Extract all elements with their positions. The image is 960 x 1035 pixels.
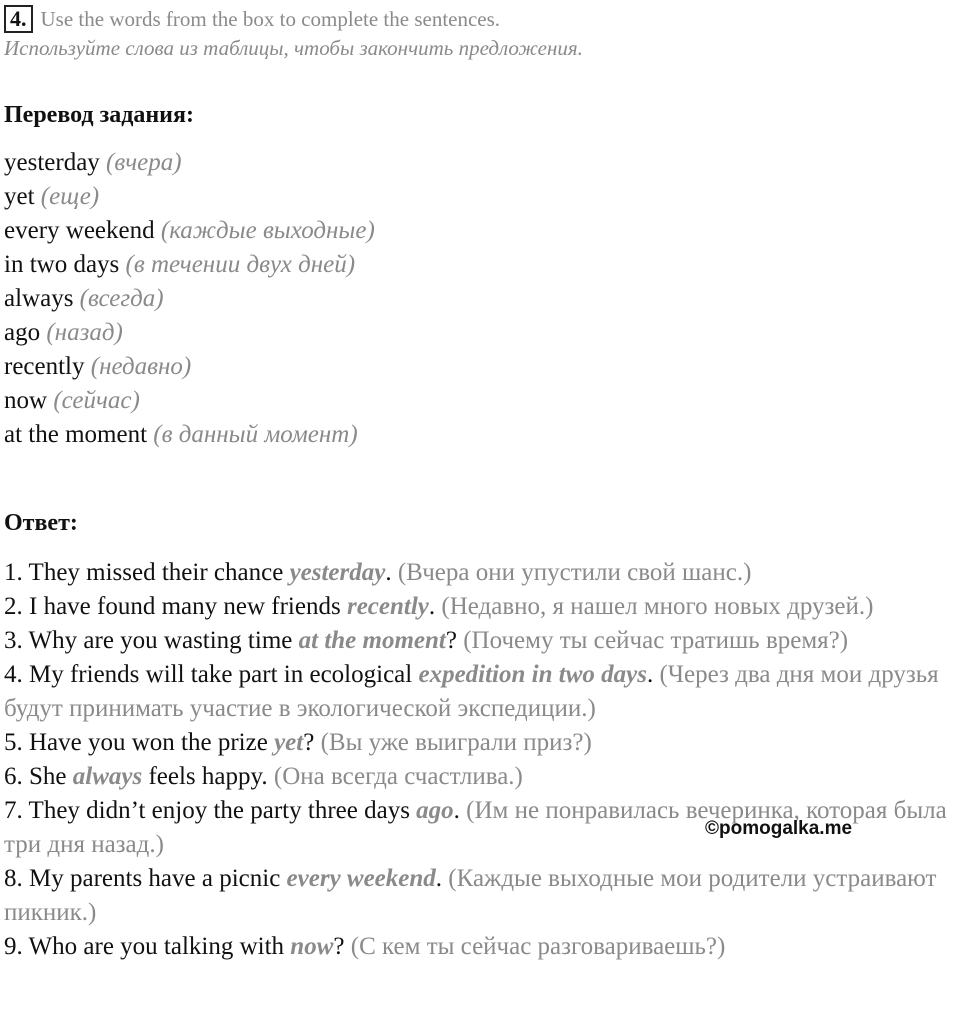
vocab-translation: (еще) — [40, 183, 100, 210]
watermark: ©pomogalka.me — [705, 818, 853, 839]
task-instruction: Use the words from the box to complete the sentences. — [40, 6, 501, 31]
answer-text-after: feels happy. — [142, 763, 268, 790]
vocab-word: every weekend — [4, 217, 155, 244]
vocab-translation: (назад) — [46, 319, 123, 346]
answer-keyword: now — [290, 933, 334, 960]
answer-text-after: . — [428, 593, 436, 620]
answer-translation: (Вчера они упустили свой шанс.) — [391, 559, 752, 586]
answer-item — [4, 590, 960, 624]
answer-keyword: ago — [416, 797, 454, 824]
answer-keyword: always — [72, 763, 143, 790]
vocab-translation: (сейчас) — [53, 387, 140, 414]
vocab-item — [4, 418, 375, 452]
answer-text-before: 9. Who are you talking with — [4, 933, 291, 960]
answer-translation: (Через два дня мои друзья будут принимать участие в экологической экспедиции.) — [4, 661, 939, 722]
answer-text-before: 1. They missed their chance — [4, 559, 290, 586]
answer-translation: (Она всегда счастлива.) — [267, 763, 523, 790]
answer-text-after: ? — [303, 729, 315, 756]
vocab-item — [4, 180, 375, 214]
answer-text-before: 2. I have found many new friends — [4, 593, 347, 620]
answer-text-before: 8. My parents have a picnic — [4, 865, 287, 892]
answer-keyword: yesterday — [289, 559, 386, 586]
answer-translation: (Недавно, я нашел много новых друзей.) — [435, 593, 874, 620]
answer-text-before: 4. My friends will take part in ecological — [4, 661, 419, 688]
task-header — [4, 4, 500, 34]
vocab-item — [4, 384, 375, 418]
answer-text-before: 7. They didn’t enjoy the party three days — [4, 797, 417, 824]
answer-keyword: at the moment — [298, 627, 446, 654]
answer-keyword: every weekend — [286, 865, 436, 892]
answer-keyword: yet — [274, 729, 304, 756]
vocab-translation: (вчера) — [106, 149, 182, 176]
vocab-word: recently — [4, 353, 85, 380]
answer-keyword: recently — [346, 593, 429, 620]
answer-translation: (Им не понравилась вечеринка, которая была три дня назад.) — [4, 797, 947, 858]
vocab-item — [4, 282, 375, 316]
answer-item — [4, 556, 960, 590]
answer-keyword: expedition in two days — [418, 661, 647, 688]
answer-item — [4, 760, 960, 794]
answer-heading: Ответ: — [4, 510, 78, 536]
answer-translation: (Каждые выходные мои родители устраивают пикник.) — [4, 865, 937, 926]
vocab-word: now — [4, 387, 48, 414]
answer-text-before: 3. Why are you wasting time — [4, 627, 299, 654]
answer-text-after: ? — [333, 933, 345, 960]
answer-text-after: ? — [445, 627, 457, 654]
vocab-word: yesterday — [4, 149, 100, 176]
vocab-word: in two days — [4, 251, 120, 278]
vocab-translation: (недавно) — [90, 353, 192, 380]
vocab-item — [4, 248, 375, 282]
answer-item — [4, 862, 960, 930]
vocab-word: yet — [4, 183, 35, 210]
answer-text-before: 6. She — [4, 763, 73, 790]
answer-text-after: . — [385, 559, 392, 586]
answer-text-after: . — [453, 797, 460, 824]
vocab-word: at the moment — [4, 421, 148, 448]
vocab-word: ago — [4, 319, 41, 346]
vocabulary-list — [4, 146, 375, 452]
vocab-translation: (каждые выходные) — [160, 217, 375, 244]
translation-heading: Перевод задания: — [4, 102, 194, 128]
answer-text-after: . — [435, 865, 443, 892]
answer-translation: (С кем ты сейчас разговариваешь?) — [344, 933, 726, 960]
vocab-item — [4, 316, 375, 350]
vocab-translation: (всегда) — [79, 285, 164, 312]
answer-text-before: 5. Have you won the prize — [4, 729, 275, 756]
task-instruction-translation: Используйте слова из таблицы, чтобы закончить предложения. — [4, 36, 583, 60]
answer-translation: (Вы уже выиграли приз?) — [314, 729, 592, 756]
vocab-translation: (в течении двух дней) — [125, 251, 356, 278]
answer-item — [4, 930, 960, 964]
answer-item — [4, 658, 960, 726]
vocab-item — [4, 214, 375, 248]
answer-text-after: . — [646, 661, 654, 688]
task-number: 4. — [4, 5, 33, 33]
vocab-translation: (в данный момент) — [153, 421, 358, 448]
vocab-word: always — [4, 285, 74, 312]
answer-translation: (Почему ты сейчас тратишь время?) — [456, 627, 849, 654]
answer-item — [4, 726, 960, 760]
answer-item — [4, 624, 960, 658]
vocab-item — [4, 350, 375, 384]
answer-list — [4, 556, 960, 964]
vocab-item — [4, 146, 375, 180]
